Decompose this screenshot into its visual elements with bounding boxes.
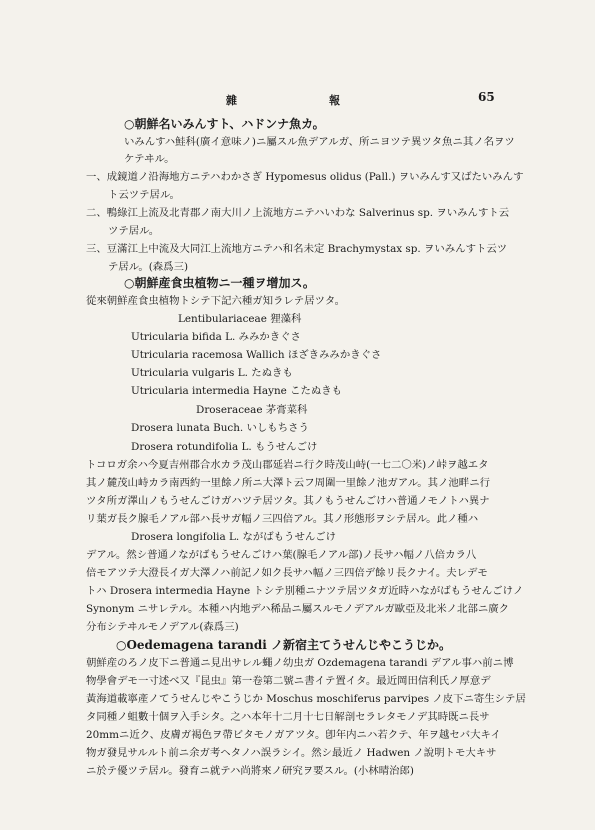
species-line: Utricularia intermedia Hayne こたぬきも <box>131 385 343 397</box>
species-line: Drosera longifolia L. ながばもうせんごけ <box>131 531 337 543</box>
section-title: ○朝鮮名いみんすト、ハドンナ魚カ。 <box>124 117 325 131</box>
text-line: ト云ツテ居ル。 <box>108 189 180 201</box>
text-line: デアル。然シ普通ノながばもうせんごけハ葉(腺毛ノアル部)ノ長サハ幅ノ八倍カラ八 <box>86 549 477 561</box>
text-line: いみんすハ鮭科(廣イ意味ノ)ニ屬スル魚デアルガ、所ニヨツテ異ツタ魚ニ其ノ名ヲツ <box>124 136 515 148</box>
text-line: 其ノ麓茂山峙カラ南西約一里餘ノ所ニ大澤ト云フ周圍一里餘ノ池ガアル。其ノ池畔ニ行 <box>86 477 490 489</box>
text-line: Synonym ニサレテル。本種ハ内地デハ稀品ニ屬スルモノデアルガ歐亞及北米ノ北部ニ廣ク <box>86 603 510 615</box>
section-title: ○Oedemagena tarandi ノ新宿主てうせんじやこうじか。 <box>116 638 452 652</box>
text-line: ニ於テ優ツテ居ル。發育ニ就テハ尚將來ノ研究ヲ要スル。(小林晴治郎) <box>86 765 414 777</box>
text-line: ツタ所ガ澤山ノもうせんごけガハツテ居ツタ。其ノもうせんごけハ普通ノモノトハ異ナ <box>86 495 490 507</box>
text-line: 從來朝鮮産食虫植物トシテ下記六種ガ知ラレテ居ツタ。 <box>86 295 346 307</box>
species-line: Utricularia bifida L. みみかきぐさ <box>131 331 301 343</box>
text-line: ケテヰル。 <box>124 153 175 165</box>
text-line: 倍モアツテ大澄長イガ大澤ノハ前記ノ如ク長サハ幅ノ三四倍デ餘リ長クナイ。夫レデモ <box>86 567 488 579</box>
text-line: タ同種ノ蛆數十個ヲ入手シタ。之ハ本年十二月十七日解剖セラレタモノデ其時既ニ長サ <box>86 711 490 723</box>
page-number: 65 <box>478 90 495 104</box>
text-line: トハ Drosera intermedia Hayne トシテ別種ニナツテ居ツタガ近時ハながばもうせんごけノ <box>86 585 524 597</box>
header-left-char: 雜 <box>226 94 239 107</box>
text-line: 物學會デモ一寸述べ又『昆虫』第一卷第二號ニ書イテ置イタ。最近岡田信利氏ノ厚意デ <box>86 675 491 687</box>
text-line: 20mmニ近ク、皮膚ガ褐色ヲ帶ビタモノガアツタ。卽年内ニハ若クテ、年ヲ越セバ大キイ <box>86 729 501 741</box>
text-line: リ葉ガ長ク腺毛ノアル部ハ長サガ幅ノ三四倍アル。其ノ形態形ヲシテ居ル。此ノ種ハ <box>86 513 479 525</box>
text-line: 黃海道載寧產ノてうせんじやこうじか Moschus moschiferus parvipes ノ皮下ニ寄生シテ居 <box>86 693 526 705</box>
species-line: Utricularia vulgaris L. たぬきも <box>131 367 293 379</box>
section-title: ○朝鮮産食虫植物ニ一種ヲ增加ス。 <box>124 276 315 290</box>
text-line: 分布シテヰルモノデアル(森爲三) <box>86 621 239 633</box>
family-name: Lentibulariaceae 狸藻科 <box>178 313 302 325</box>
family-name: Droseraceae 茅膏菜科 <box>196 404 308 416</box>
species-line: Utricularia racemosa Wallich ほざきみみかきぐさ <box>131 349 382 361</box>
text-line: テ居ル。(森爲三) <box>108 261 189 273</box>
text-line: 物ガ發見サルルト前ニ余ガ考ヘタノハ誤ラシイ。然シ最近ノ Hadwen ノ說明トモ大キサ <box>86 747 497 759</box>
species-line: Drosera lunata Buch. いしもちさう <box>131 422 309 434</box>
text-line: トコロガ余ハ今夏吉州郡合水カラ茂山郡延岩ニ行ク時茂山峙(一七二〇米)ノ峠ヲ越エタ <box>86 459 489 471</box>
text-line: 朝鮮産のろノ皮下ニ普通ニ見出サレル蠅ノ幼虫ガ Ozdemagena tarandi デアル事ハ前ニ博 <box>86 657 514 669</box>
text-line: 一、成鏡道ノ沿海地方ニテハわかさぎ Hypomesus olidus (Pall.) ヲいみんす又ばたいみんす <box>86 171 524 183</box>
text-line: ツテ居ル。 <box>108 225 160 237</box>
header-right-char: 報 <box>329 94 342 107</box>
page-header <box>0 92 595 108</box>
species-line: Drosera rotundifolia L. もうせんごけ <box>131 441 318 453</box>
text-line: 三、豆滿江上中流及大同江上流地方ニテハ和名未定 Brachymystax sp. ヲいみんすト云ツ <box>86 243 508 255</box>
text-line: 二、鴨綠江上流及北青郡ノ南大川ノ上流地方ニテハいわな Salverinus sp. ヲいみんすト云 <box>86 207 510 219</box>
